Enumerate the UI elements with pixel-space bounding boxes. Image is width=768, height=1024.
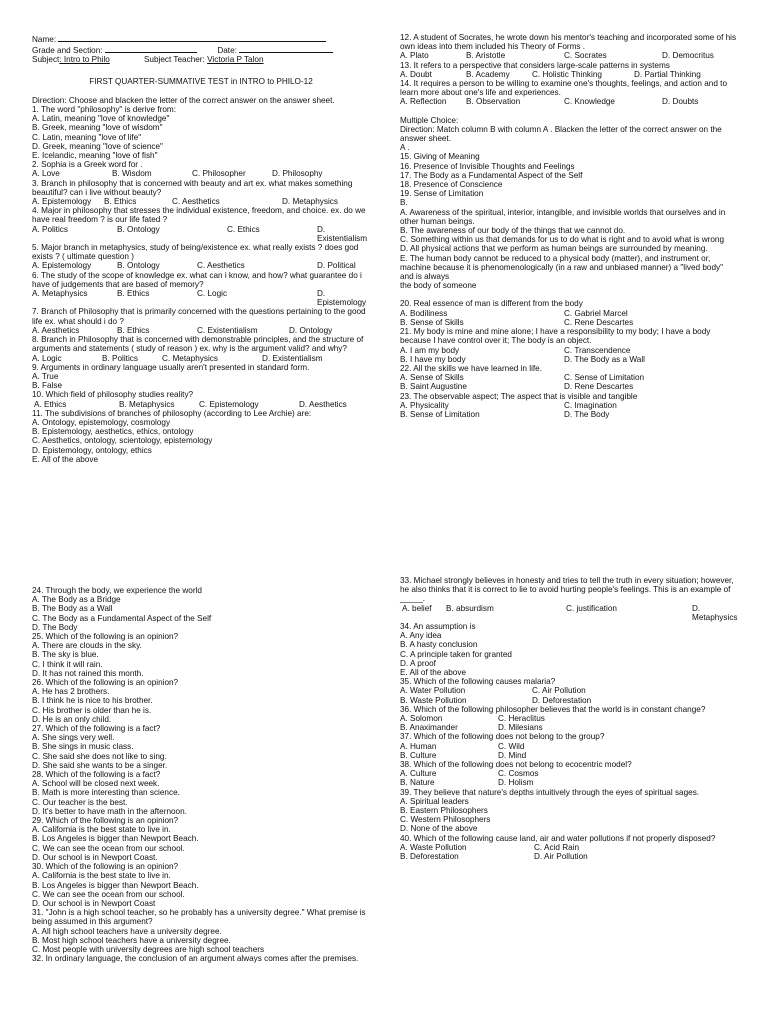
option: C. We can see the ocean from our school. — [32, 889, 185, 899]
option: A. Waste Pollution — [400, 842, 467, 852]
option: A. Any idea — [400, 631, 442, 641]
question-5: 5. Major branch in metaphysics, study of being/existence ex. what really exists ? does god exists ? ( ultimate question ) — [32, 243, 359, 262]
question-28: 28. Which of the following is a fact? — [32, 770, 161, 780]
option: A. Culture — [400, 769, 437, 779]
options-5 — [32, 261, 370, 270]
option: B. Anaximander — [400, 723, 458, 733]
matching-title: Multiple Choice: — [400, 115, 459, 125]
option: A. Aesthetics — [32, 325, 80, 335]
option: B. Politics — [102, 353, 138, 363]
option: C. Acid Rain — [534, 842, 580, 852]
option: B. Greek, meaning "love of wisdom" — [32, 123, 163, 133]
option: C. Rene Descartes — [564, 317, 634, 327]
options-3 — [32, 197, 370, 206]
options-10 — [32, 400, 370, 409]
option: B. The sky is blue. — [32, 650, 99, 660]
option: A. The Body as a Bridge — [32, 595, 121, 605]
option: A. True — [32, 371, 59, 381]
options-33 — [400, 604, 744, 622]
option: B. Observation — [466, 97, 521, 107]
option: E. All of the above — [32, 454, 98, 464]
matching-direction: Direction: Match column B with column A . Blacken the letter of the correct answer on the answer sheet. — [400, 124, 722, 144]
option: D. Deforestation — [532, 695, 592, 705]
option: B. Sense of Limitation — [400, 409, 480, 419]
question-10: 10. Which field of philosophy studies reality? — [32, 390, 194, 400]
option: B. Ethics — [104, 197, 137, 207]
question-16: 16. Presence of Invisible Thoughts and Feelings — [400, 161, 575, 171]
question-19: 19. Sense of Limitation — [400, 189, 484, 199]
question-9: 9. Arguments in ordinary language usually aren't presented in standard form. — [32, 362, 310, 372]
option: B. I have my body — [400, 354, 466, 364]
question-17: 17. The Body as a Fundamental Aspect of the Self — [400, 170, 583, 180]
option: C. Transcendence — [564, 345, 631, 355]
question-7: 7. Branch of Philosophy that is primarily concerned with the questions pertaining to the good life ex. what should i do ? — [32, 307, 366, 326]
option: B. Eastern Philosophers — [400, 806, 488, 816]
option: A. Spiritual leaders — [400, 796, 469, 806]
option: D. Aesthetics — [299, 399, 347, 409]
option: A. Physicality — [400, 400, 449, 410]
option: A. All high school teachers have a university degree. — [32, 926, 222, 936]
option: D. Epistemology — [317, 289, 367, 308]
option: B. Wisdom — [112, 169, 152, 179]
options-23 — [400, 401, 738, 419]
option: D. It has not rained this month. — [32, 668, 144, 678]
option: D. None of the above — [400, 824, 478, 834]
option: A. Love — [32, 169, 60, 179]
test-title: FIRST QUARTER-SUMMATIVE TEST in INTRO to PHILO-12 — [89, 76, 313, 86]
option: C. Existentialism — [197, 325, 258, 335]
option: C. Cosmos — [498, 769, 539, 779]
question-25: 25. Which of the following is an opinion? — [32, 632, 179, 642]
question-22: 22. All the skills we have learned in life. — [400, 363, 542, 373]
option: B. Epistemology, aesthetics, ethics, ontology — [32, 427, 194, 437]
option: A. belief — [402, 603, 432, 613]
options-6 — [32, 289, 370, 307]
option: D. Milesians — [498, 723, 543, 733]
option: D. Philosophy — [272, 169, 323, 179]
option: D. It's better to have math in the afternoon. — [32, 806, 187, 816]
option: C. Knowledge — [564, 97, 615, 107]
question-1: 1. The word "philosophy" is derive from: — [32, 105, 177, 115]
question-24: 24. Through the body, we experience the world — [32, 586, 202, 595]
option: A. Sense of Skills — [400, 373, 464, 383]
option: A. Latin, meaning "love of knowledge" — [32, 114, 170, 124]
option: D. Air Pollution — [534, 852, 588, 862]
options-40 — [400, 843, 744, 861]
choice-e: E. The human body cannot be reduced to a physical body (matter), and instrument or, machine because it is phenomenologically (in a raw and unbiased manner) a "lived body" and is always — [400, 253, 724, 282]
option: C. justification — [566, 603, 617, 613]
direction: Direction: Choose and blacken the letter of the correct answer on the answer sheet. — [32, 95, 335, 105]
question-26: 26. Which of the following is an opinion? — [32, 678, 179, 688]
option: C. Air Pollution — [532, 686, 586, 696]
column-4 — [400, 576, 744, 861]
option: D. The Body — [32, 622, 78, 632]
options-21 — [400, 346, 738, 364]
option: C. Aesthetics — [172, 197, 220, 207]
question-21: 21. My body is mine and mine alone; I have a responsibility to my body; I have a body because I have control over it; The body is an object. — [400, 327, 711, 346]
question-36: 36. Which of the following philosopher believes that the world is in constant change? — [400, 704, 706, 714]
column-3 — [32, 586, 370, 963]
question-27: 27. Which of the following is a fact? — [32, 724, 161, 734]
option: C. Philosopher — [192, 169, 246, 179]
option: C. Heraclitus — [498, 714, 545, 724]
option: D. Political — [317, 261, 356, 271]
option: C. Socrates — [564, 51, 607, 61]
option: E. All of the above — [400, 668, 466, 678]
option: A. There are clouds in the sky. — [32, 641, 142, 651]
name-blank — [58, 33, 326, 42]
option: D. A proof — [400, 658, 436, 668]
options-8 — [32, 354, 370, 363]
option: B. Aristotle — [466, 51, 506, 61]
option: D. Partial Thinking — [634, 69, 701, 79]
option: A. School will be closed next week. — [32, 779, 160, 789]
option: C. I think it will rain. — [32, 659, 103, 669]
option: B. Saint Augustine — [400, 382, 467, 392]
option: B. Math is more interesting than science. — [32, 788, 180, 798]
options-13 — [400, 70, 738, 79]
question-4: 4. Major in philosophy that stresses the individual existence, freedom, and choice. ex. do we have real freedom ? is our life fated ? — [32, 206, 366, 225]
option: C. Ethics — [227, 224, 260, 234]
option: D. Our school is in Newport Coast. — [32, 852, 158, 862]
option: B. She sings in music class. — [32, 742, 134, 752]
option: D. Democritus — [662, 51, 714, 61]
option: D. Mind — [498, 750, 527, 760]
option: C. Epistemology — [199, 399, 259, 409]
question-11: 11. The subdivisions of branches of philosophy (according to Lee Archie) are: — [32, 408, 312, 418]
name-line: Name: — [32, 33, 370, 44]
option: B. Ontology — [117, 224, 160, 234]
option: C. Logic — [197, 289, 228, 299]
option: C. Imagination — [564, 400, 617, 410]
question-12: 12. A student of Socrates, he wrote down his mentor's teaching and incorporated some of his own ideas into them included his Theory of Forms . — [400, 33, 737, 52]
option: E. Icelandic, meaning "love of fish" — [32, 151, 158, 161]
option: C. His brother is older than he is. — [32, 705, 152, 715]
option: B. Deforestation — [400, 852, 459, 862]
options-37 — [400, 742, 744, 760]
option: A. California is the best state to live in. — [32, 871, 171, 881]
option: A. Logic — [32, 353, 62, 363]
option: D. Epistemology, ontology, ethics — [32, 445, 152, 455]
option: B. Academy — [466, 69, 510, 79]
column-a-label: A . — [400, 143, 410, 153]
subject-line: Subject: Intro to Philo Subject Teacher: Victoria P Talon — [32, 55, 264, 65]
question-18: 18. Presence of Conscience — [400, 180, 503, 190]
question-37: 37. Which of the following does not belong to the group? — [400, 732, 605, 742]
question-40: 40. Which of the following cause land, air and water pollutions if not properly disposed? — [400, 833, 716, 843]
option: D. Our school is in Newport Coast — [32, 898, 156, 908]
question-29: 29. Which of the following is an opinion? — [32, 816, 179, 826]
option: B. Nature — [400, 778, 435, 788]
option: A. Bodiliness — [400, 308, 448, 318]
question-30: 30. Which of the following is an opinion? — [32, 862, 179, 872]
option: A. She sings very well. — [32, 733, 115, 743]
grade-date-line: Grade and Section: Date: — [32, 44, 370, 55]
option: D. The Body as a Wall — [564, 354, 645, 364]
option: B. False — [32, 381, 63, 391]
question-33: 33. Michael strongly believes in honesty and tries to tell the truth in every situation; however, he also thinks that it is correct to lie to avoid hurting people's feelings. This is an example of _____. — [400, 576, 734, 604]
options-20 — [400, 309, 738, 327]
option: A. Ethics — [34, 399, 67, 409]
option: C. Most people with university degrees are high school teachers — [32, 944, 265, 954]
option: A. Ontology, epistemology, cosmology — [32, 417, 171, 427]
options-12 — [400, 51, 738, 60]
choice-d: D. All physical actions that we perform as human beings are surrounded by meaning. — [400, 244, 708, 254]
option: B. Ethics — [117, 289, 150, 299]
option: C. We can see the ocean from our school. — [32, 843, 185, 853]
column-1 — [32, 33, 370, 464]
choice-a: A. Awareness of the spiritual, interior, intangible, and invisible worlds that ourselves and in other human beings. — [400, 207, 726, 226]
option: D. Rene Descartes — [564, 382, 634, 392]
options-2 — [32, 169, 370, 178]
option: B. Culture — [400, 750, 437, 760]
option: C. Holistic Thinking — [532, 69, 602, 79]
option: B. Metaphysics — [119, 399, 175, 409]
option: D. The Body — [564, 409, 610, 419]
option: C. Wild — [498, 741, 525, 751]
option: C. Aesthetics, ontology, scientology, epistemology — [32, 436, 213, 446]
question-38: 38. Which of the following does not belong to ecocentric model? — [400, 760, 632, 770]
option: A. Doubt — [400, 69, 432, 79]
column-2 — [400, 33, 738, 419]
option: D. Metaphysics — [282, 197, 338, 207]
question-20: 20. Real essence of man is different from the body — [400, 299, 583, 309]
options-4 — [32, 225, 370, 243]
option: B. A hasty conclusion — [400, 640, 478, 650]
option: C. Sense of Limitation — [564, 373, 645, 383]
option: A. Plato — [400, 51, 429, 61]
option: B. The Body as a Wall — [32, 604, 113, 614]
options-7 — [32, 326, 370, 335]
option: A. Solomon — [400, 714, 443, 724]
option: C. Western Philosophers — [400, 815, 491, 825]
question-13: 13. It refers to a perspective that considers large-scale patterns in systems — [400, 60, 670, 70]
option: D. Metaphysics — [692, 603, 738, 622]
option: A. He has 2 brothers. — [32, 687, 110, 697]
option: B. Sense of Skills — [400, 317, 464, 327]
question-23: 23. The observable aspect; The aspect that is visible and tangible — [400, 391, 638, 401]
option: D. Holism — [498, 778, 534, 788]
question-6: 6. The study of the scope of knowledge ex. what can i know, and how? what guarantee do i have of judgements that are based of memory? — [32, 270, 362, 289]
option: B. Most high school teachers have a university degree. — [32, 935, 231, 945]
option: B. Los Angeles is bigger than Newport Beach. — [32, 880, 199, 890]
choice-e-cont: the body of someone — [400, 281, 477, 291]
option: A. Epistemology — [32, 197, 92, 207]
option: D. Existentialism — [262, 353, 323, 363]
option: D. Greek, meaning "love of science" — [32, 141, 163, 151]
options-14 — [400, 97, 738, 106]
option: A. Metaphysics — [32, 289, 88, 299]
question-34: 34. An assumption is — [400, 622, 476, 632]
question-32: 32. In ordinary language, the conclusion of an argument always comes after the premises. — [32, 954, 359, 964]
option: C. The Body as a Fundamental Aspect of the Self — [32, 613, 212, 623]
question-8: 8. Branch in Philosophy that is concerned with demonstrable principles, and the structure of arguments and statements ( study of reason ) ex. why is the argument valid? and why? — [32, 335, 364, 354]
option: A. Epistemology — [32, 261, 92, 271]
question-2: 2. Sophia is a Greek word for . — [32, 160, 143, 170]
option: C. Latin, meaning "love of life" — [32, 132, 142, 142]
option: D. Ontology — [289, 325, 333, 335]
question-35: 35. Which of the following causes malaria? — [400, 677, 556, 687]
option: C. Metaphysics — [162, 353, 218, 363]
question-31: 31. "John is a high school teacher, so he probably has a university degree." What premise is being assumed in this argument? — [32, 908, 366, 927]
question-39: 39. They believe that nature's depths intuitively through the eyes of spiritual sages. — [400, 787, 700, 797]
option: D. He is an only child. — [32, 714, 112, 724]
option: B. Ethics — [117, 325, 150, 335]
options-22 — [400, 373, 738, 391]
option: C. Our teacher is the best. — [32, 797, 128, 807]
option: B. Los Angeles is bigger than Newport Beach. — [32, 834, 199, 844]
option: A. Water Pollution — [400, 686, 466, 696]
option: D. Doubts — [662, 97, 699, 107]
option: A. California is the best state to live in. — [32, 825, 171, 835]
option: D. She said she wants to be a singer. — [32, 760, 168, 770]
option: C. She said she does not like to sing. — [32, 751, 167, 761]
option: A. Politics — [32, 224, 68, 234]
option: A. I am my body — [400, 345, 460, 355]
choice-c: C. Something within us that demands for us to do what is right and to avoid what is wrong — [400, 235, 725, 245]
options-38 — [400, 769, 744, 787]
option: B. I think he is nice to his brother. — [32, 696, 153, 706]
option: C. A principle taken for granted — [400, 649, 512, 659]
question-15: 15. Giving of Meaning — [400, 152, 480, 162]
options-36 — [400, 714, 744, 732]
option: C. Gabriel Marcel — [564, 308, 628, 318]
option: A. Human — [400, 741, 437, 751]
column-b-label: B. — [400, 198, 408, 208]
option: B. absurdism — [446, 603, 494, 613]
option: C. Aesthetics — [197, 261, 245, 271]
options-35 — [400, 686, 744, 704]
choice-b: B. The awareness of our body of the things that we cannot do. — [400, 226, 626, 236]
option: B. Ontology — [117, 261, 160, 271]
question-14: 14. It requires a person to be willing to examine one's thoughts, feelings, and action and to learn more about one's life and experiences. — [400, 79, 727, 98]
option: D. Existentialism — [317, 224, 368, 243]
option: A. Reflection — [400, 97, 447, 107]
option: B. Waste Pollution — [400, 695, 467, 705]
question-3: 3. Branch in philosophy that is concerned with beauty and art ex. what makes something beautiful? can i live without beauty? — [32, 178, 353, 197]
